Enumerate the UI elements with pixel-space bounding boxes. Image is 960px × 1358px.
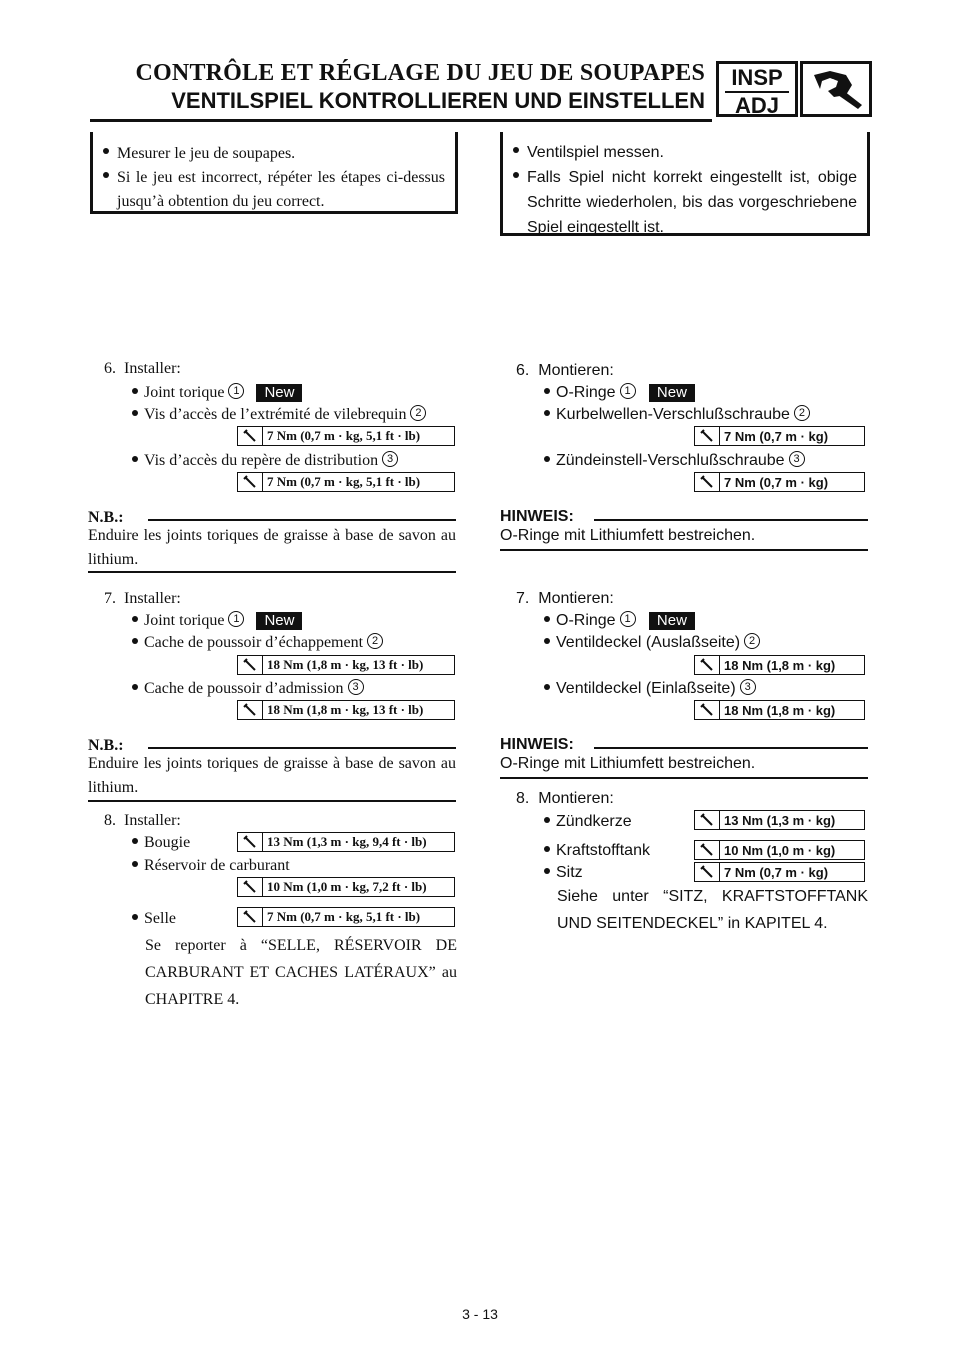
- hinweis-label: HINWEIS:: [500, 508, 574, 525]
- torque-spec: 10 Nm (1,0 m · kg, 7,2 ft · lb): [237, 877, 455, 897]
- list-item: Ventildeckel (Auslaßseite) 2: [544, 632, 760, 654]
- list-item: O-Ringe 1 New: [544, 382, 695, 404]
- callout-2: 2: [794, 405, 810, 421]
- torque-spec: 7 Nm (0,7 m · kg): [694, 472, 865, 492]
- callout-2: 2: [410, 405, 426, 421]
- list-item: Vis d’accès de l’extrémité de vilebrequin 2: [132, 404, 426, 426]
- torque-spec: 7 Nm (0,7 m · kg, 5,1 ft · lb): [237, 907, 455, 927]
- torque-wrench-icon: [695, 427, 720, 445]
- nb-label: N.B.:: [88, 737, 124, 754]
- torque-wrench-icon: [695, 841, 720, 859]
- list-item: Zündkerze: [544, 811, 632, 833]
- bullet-icon: [544, 388, 550, 394]
- badge-bottom-label: ADJ: [734, 93, 779, 118]
- list-item: Cache de poussoir d’échappement 2: [132, 632, 383, 654]
- note-box-de: [500, 132, 870, 236]
- nb-end-rule: [88, 800, 456, 802]
- note-box-fr: [90, 132, 458, 214]
- callout-2: 2: [744, 633, 760, 649]
- new-badge: New: [256, 384, 302, 402]
- new-badge: New: [256, 612, 302, 630]
- new-badge: New: [649, 384, 695, 402]
- page-number: 3 - 13: [462, 1306, 498, 1322]
- bullet-icon: [544, 868, 550, 874]
- callout-2: 2: [367, 633, 383, 649]
- torque-spec: 7 Nm (0,7 m · kg, 5,1 ft · lb): [237, 426, 455, 446]
- new-badge: New: [649, 612, 695, 630]
- torque-wrench-icon: [238, 878, 263, 896]
- list-item: Zündeinstell-Verschlußschraube 3: [544, 450, 805, 472]
- hinweis-label: HINWEIS:: [500, 736, 574, 753]
- bullet-icon: [103, 172, 109, 178]
- callout-1: 1: [620, 611, 636, 627]
- list-item: Selle: [132, 908, 176, 930]
- page-title-de: VENTILSPIEL KONTROLLIEREN UND EINSTELLEN: [171, 88, 705, 113]
- bullet-icon: [544, 616, 550, 622]
- bullet-icon: [544, 456, 550, 462]
- callout-3: 3: [382, 451, 398, 467]
- step-6-de: 6. Montieren:: [516, 362, 614, 379]
- nb-label: N.B.:: [88, 509, 124, 526]
- bullet-icon: [132, 638, 138, 644]
- list-item: Sitz: [544, 862, 583, 884]
- page-title-fr: CONTRÔLE ET RÉGLAGE DU JEU DE SOUPAPES: [135, 60, 705, 86]
- bullet-icon: [544, 638, 550, 644]
- list-item: Falls Spiel nicht korrekt eingestellt ist, obige Schritte wiederholen, bis das vorgeschriebene Spiel eingestellt ist.: [513, 165, 857, 240]
- nb-end-rule: [88, 571, 456, 573]
- callout-3: 3: [789, 451, 805, 467]
- chapter-reference: Siehe unter “SITZ, KRAFTSTOFFTANK UND SEITENDECKEL” in KAPITEL 4.: [557, 888, 868, 932]
- torque-wrench-icon: [695, 811, 720, 829]
- torque-wrench-icon: [695, 473, 720, 491]
- nb-end-rule: [500, 777, 868, 779]
- torque-spec: 7 Nm (0,7 m · kg): [694, 862, 865, 882]
- callout-1: 1: [228, 611, 244, 627]
- step-8-de: 8. Montieren:: [516, 790, 614, 807]
- list-item: Kraftstofftank: [544, 840, 650, 862]
- torque-spec: 7 Nm (0,7 m · kg): [694, 426, 865, 446]
- bullet-icon: [513, 172, 519, 178]
- torque-spec: 18 Nm (1,8 m · kg, 13 ft · lb): [237, 700, 455, 720]
- wrench-icon: [800, 61, 872, 117]
- callout-3: 3: [348, 679, 364, 695]
- torque-spec: 18 Nm (1,8 m · kg): [694, 700, 865, 720]
- bullet-icon: [544, 817, 550, 823]
- list-item: Si le jeu est incorrect, répéter les étapes ci-dessus jusqu’à obtention du jeu correct.: [103, 166, 445, 214]
- list-item: Joint torique 1 New: [132, 610, 302, 632]
- torque-spec: 18 Nm (1,8 m · kg): [694, 655, 865, 675]
- torque-spec: 10 Nm (1,0 m · kg): [694, 840, 865, 860]
- bullet-icon: [132, 914, 138, 920]
- bullet-icon: [132, 684, 138, 690]
- torque-wrench-icon: [238, 908, 263, 926]
- nb-rule: [594, 747, 868, 749]
- torque-spec: 7 Nm (0,7 m · kg, 5,1 ft · lb): [237, 472, 455, 492]
- step-7-fr: 7. Installer:: [104, 590, 181, 607]
- torque-spec: 13 Nm (1,3 m · kg, 9,4 ft · lb): [237, 832, 455, 852]
- badge-top-label: INSP: [731, 65, 783, 90]
- torque-wrench-icon: [238, 833, 263, 851]
- callout-1: 1: [620, 383, 636, 399]
- bullet-icon: [132, 456, 138, 462]
- list-item: Réservoir de carburant: [132, 855, 290, 877]
- bullet-icon: [513, 147, 519, 153]
- torque-wrench-icon: [238, 473, 263, 491]
- nb-rule: [148, 747, 456, 749]
- insp-adj-badge: [716, 61, 798, 117]
- chapter-reference: Se reporter à “SELLE, RÉSERVOIR DE CARBURANT ET CACHES LATÉRAUX” au CHAPITRE 4.: [145, 937, 457, 1008]
- hinweis-text: O-Ringe mit Lithiumfett bestreichen.: [500, 755, 756, 772]
- header-rule: [90, 119, 712, 122]
- list-item: Joint torique 1 New: [132, 382, 302, 404]
- bullet-icon: [544, 684, 550, 690]
- torque-wrench-icon: [695, 863, 720, 881]
- nb-end-rule: [500, 549, 868, 551]
- step-7-de: 7. Montieren:: [516, 590, 614, 607]
- bullet-icon: [132, 861, 138, 867]
- torque-wrench-icon: [238, 701, 263, 719]
- torque-spec: 13 Nm (1,3 m · kg): [694, 810, 865, 830]
- list-item: Ventilspiel messen.: [513, 140, 857, 165]
- callout-3: 3: [740, 679, 756, 695]
- list-item: Ventildeckel (Einlaßseite) 3: [544, 678, 756, 700]
- torque-wrench-icon: [695, 656, 720, 674]
- list-item: Vis d’accès du repère de distribution 3: [132, 450, 398, 472]
- nb-text: Enduire les joints toriques de graisse à base de savon au lithium.: [88, 755, 456, 796]
- bullet-icon: [544, 410, 550, 416]
- callout-1: 1: [228, 383, 244, 399]
- list-item: Cache de poussoir d’admission 3: [132, 678, 364, 700]
- bullet-icon: [132, 838, 138, 844]
- nb-text: Enduire les joints toriques de graisse à base de savon au lithium.: [88, 527, 456, 568]
- bullet-icon: [103, 148, 109, 154]
- nb-rule: [594, 519, 868, 521]
- torque-spec: 18 Nm (1,8 m · kg, 13 ft · lb): [237, 655, 455, 675]
- torque-wrench-icon: [238, 656, 263, 674]
- hinweis-text: O-Ringe mit Lithiumfett bestreichen.: [500, 527, 756, 544]
- list-item: Bougie: [132, 832, 190, 854]
- step-8-fr: 8. Installer:: [104, 812, 181, 829]
- step-6-fr: 6. Installer:: [104, 360, 181, 377]
- bullet-icon: [544, 846, 550, 852]
- torque-wrench-icon: [238, 427, 263, 445]
- torque-wrench-icon: [695, 701, 720, 719]
- list-item: Mesurer le jeu de soupapes.: [103, 142, 445, 166]
- list-item: Kurbelwellen-Verschlußschraube 2: [544, 404, 810, 426]
- bullet-icon: [132, 410, 138, 416]
- bullet-icon: [132, 616, 138, 622]
- nb-rule: [148, 519, 456, 521]
- bullet-icon: [132, 388, 138, 394]
- list-item: O-Ringe 1 New: [544, 610, 695, 632]
